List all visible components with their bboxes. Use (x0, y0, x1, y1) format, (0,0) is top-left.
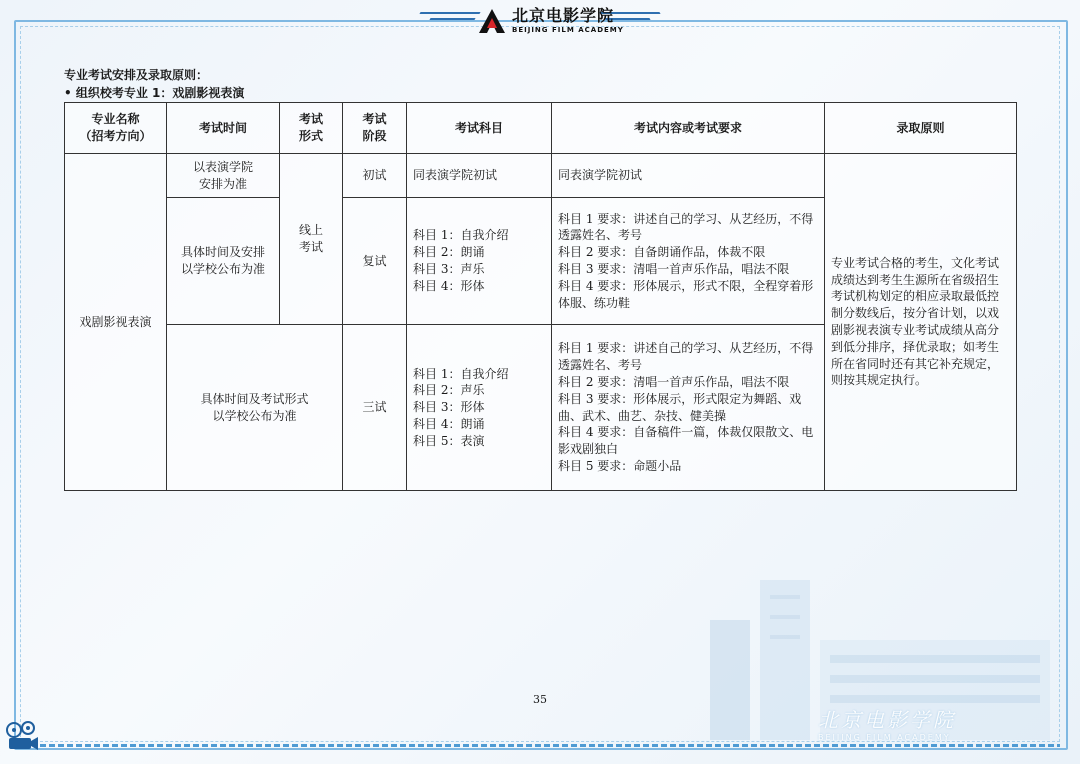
exam-stage-cell: 复试 (343, 198, 407, 325)
header-exam-stage: 考试 阶段 (343, 103, 407, 154)
academy-logo (478, 8, 624, 34)
exam-subjects-cell: 科目 1：自我介绍 科目 2：声乐 科目 3：形体 科目 4：朗诵 科目 5：表演 (407, 325, 552, 491)
exam-subjects-cell: 科目 1：自我介绍 科目 2：朗诵 科目 3：声乐 科目 4：形体 (407, 198, 552, 325)
academy-watermark (818, 704, 956, 742)
table-row (65, 154, 1017, 198)
bottom-decorative-rule (40, 744, 1060, 747)
film-camera-icon (4, 718, 40, 754)
header-decor-line (419, 12, 480, 14)
header-exam-time: 考试时间 (167, 103, 280, 154)
exam-schedule-table (64, 102, 1017, 491)
exam-content-cell: 科目 1 要求：讲述自己的学习、从艺经历，不得透露姓名、考号 科目 2 要求：清唱一首声乐作品，唱法不限 科目 3 要求：形体展示，形式限定为舞蹈、戏曲、武术、曲艺、杂技、健美操 科目 4 要求：自备稿件一篇，体裁仅限散文、电影戏剧独白 科目 5 要求：命题小品 (552, 325, 825, 491)
exam-time-cell: 以表演学院 安排为准 (167, 154, 280, 198)
exam-time-cell: 具体时间及考试形式 以学校公布为准 (167, 325, 343, 491)
logo-chinese-name: 北京电影学院 (512, 6, 615, 25)
header-exam-subjects: 考试科目 (407, 103, 552, 154)
header-decor-line (429, 18, 475, 20)
exam-content-cell: 科目 1 要求：讲述自己的学习、从艺经历，不得透露姓名、考号 科目 2 要求：自备朗诵作品，体裁不限 科目 3 要求：清唱一首声乐作品，唱法不限 科目 4 要求：形体展示，形式不限，全程穿着形体服、练功鞋 (552, 198, 825, 325)
watermark-english: BEIJING FILM ACADEMY (818, 733, 951, 742)
major-heading: • 组织校考专业 1：戏剧影视表演 (64, 86, 245, 100)
exam-form-cell: 线上 考试 (280, 154, 343, 325)
section-heading: 专业考试安排及录取原则： (64, 68, 209, 82)
watermark-chinese: 北京电影学院 (818, 708, 956, 732)
admission-principle-cell: 专业考试合格的考生，文化考试成绩达到考生生源所在省级招生考试机构划定的相应录取最低控制分数线后，按分省计划，以戏剧影视表演专业考试成绩从高分到低分排序，择优录取；如考生所在省同时还有其它补充规定，则按其规定执行。 (825, 154, 1017, 491)
page-number: 35 (533, 693, 547, 706)
header-exam-content: 考试内容或考试要求 (552, 103, 825, 154)
table-header-row (65, 103, 1017, 154)
logo-english-name: BEIJING FILM ACADEMY (512, 26, 624, 34)
exam-stage-cell: 初试 (343, 154, 407, 198)
exam-subjects-cell: 同表演学院初试 (407, 154, 552, 198)
bfa-logo-icon (478, 8, 506, 34)
header-admission: 录取原则 (825, 103, 1017, 154)
exam-content-cell: 同表演学院初试 (552, 154, 825, 198)
exam-stage-cell: 三试 (343, 325, 407, 491)
major-name-cell: 戏剧影视表演 (65, 154, 167, 491)
header-major: 专业名称 （招考方向） (65, 103, 167, 154)
header-exam-form: 考试 形式 (280, 103, 343, 154)
exam-time-cell: 具体时间及安排 以学校公布为准 (167, 198, 280, 325)
